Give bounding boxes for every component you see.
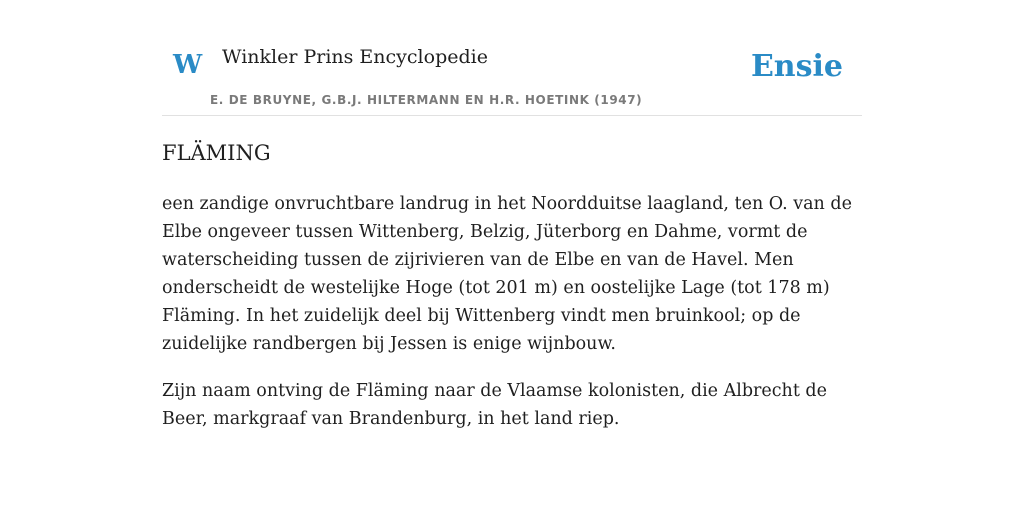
entry-content — [162, 142, 862, 433]
entry-paragraph: Zijn naam ontving de Fläming naar de Vlaamse kolonisten, die Albrecht de Beer, markgraaf van Brandenburg, in het land riep. — [162, 381, 827, 430]
page — [162, 0, 862, 433]
entry-paragraph: een zandige onvruchtbare landrug in het Noordduitse laagland, ten O. van de Elbe ongeveer tussen Wittenberg, Belzig, Jüterborg en Dahme, vormt de waterscheiding tussen de zijrivieren van de Elbe en van de Havel. Men onderscheidt de westelijke Hoge (tot 201 m) en oostelijke Lage (tot 178 m) Fläming. In het zuidelijk deel bij Wittenberg vindt men bruinkool; op de zuidelijke randbergen bij Jessen is enige wijnbouw. — [162, 194, 852, 355]
publication-authors: E. DE BRUYNE, G.B.J. HILTERMANN EN H.R. HOETINK (1947) — [210, 93, 643, 107]
ensie-logo-link[interactable]: Ensie — [750, 49, 843, 84]
encyclopedia-header — [162, 0, 862, 116]
winkler-prins-logo[interactable]: W — [173, 50, 203, 80]
publication-title[interactable]: Winkler Prins Encyclopedie — [222, 46, 488, 68]
entry-title: FLÄMING — [162, 141, 271, 165]
entry-body — [162, 190, 862, 433]
